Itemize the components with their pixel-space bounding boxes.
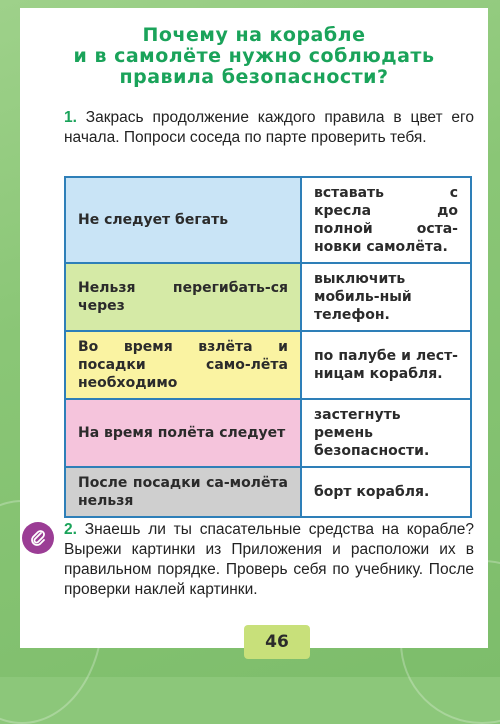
page-number: 46	[244, 625, 310, 659]
rules-table	[64, 176, 472, 518]
task-2	[64, 520, 474, 600]
rule-start-cell[interactable]: Во время взлёта и посадки само-лёта необходимо	[65, 331, 301, 399]
title-line-2: и в самолёте нужно соблюдать	[73, 45, 435, 67]
table-row	[65, 399, 471, 467]
rule-start-cell[interactable]: После посадки са-молёта нельзя	[65, 467, 301, 517]
task-1-number: 1.	[64, 109, 77, 126]
rule-end-cell[interactable]: борт корабля.	[301, 467, 471, 517]
page-title	[20, 25, 488, 88]
task-1-text: Закрась продолжение каждого правила в цвет его начала. Попроси соседа по парте проверить тебя.	[64, 109, 474, 146]
rule-end-cell[interactable]: выключить мобиль-ный телефон.	[301, 263, 471, 331]
title-line-3: правила безопасности?	[119, 66, 389, 88]
paperclip-icon	[22, 522, 54, 554]
rule-end-cell[interactable]: застегнуть ремень безопасности.	[301, 399, 471, 467]
table-row	[65, 263, 471, 331]
task-2-text: Знаешь ли ты спасательные средства на корабле? Вырежи картинки из Приложения и расположи их в правильном порядке. Проверь себя по учебнику. После проверки наклей картинки.	[64, 521, 475, 598]
title-line-1: Почему на корабле	[142, 24, 366, 46]
table-row	[65, 331, 471, 399]
table-row	[65, 467, 471, 517]
rule-end-cell[interactable]: вставать с кресла до полной оста-новки самолёта.	[301, 177, 471, 263]
rule-start-cell[interactable]: Не следует бегать	[65, 177, 301, 263]
table-row	[65, 177, 471, 263]
task-2-number: 2.	[64, 521, 77, 538]
rule-start-cell[interactable]: Нельзя перегибать-ся через	[65, 263, 301, 331]
rule-start-cell[interactable]: На время полёта следует	[65, 399, 301, 467]
rule-end-cell[interactable]: по палубе и лест-ницам корабля.	[301, 331, 471, 399]
task-1	[64, 108, 474, 148]
